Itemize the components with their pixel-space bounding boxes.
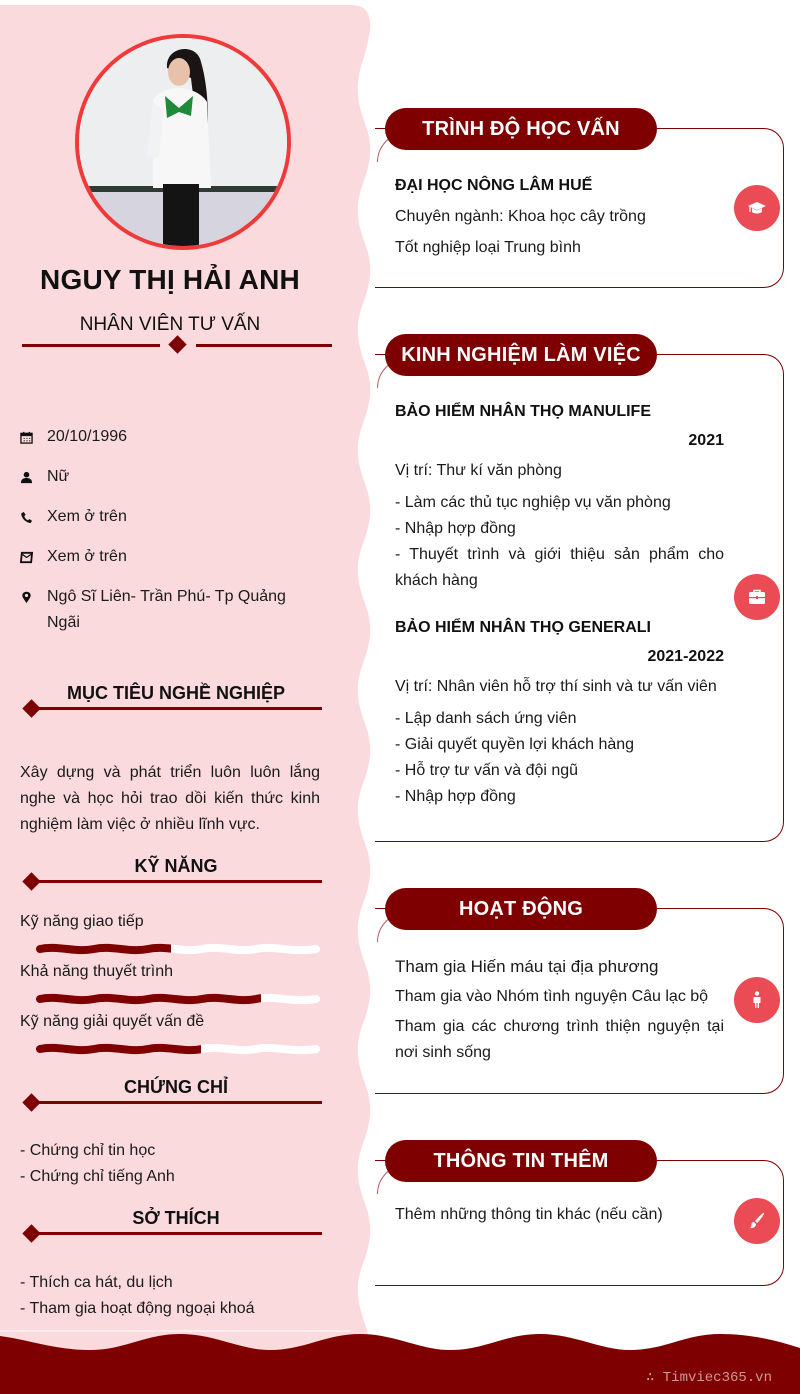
skill-bar-presentation <box>36 993 320 1005</box>
candidate-name: NGUY THỊ HẢI ANH <box>40 264 300 295</box>
skill-label: Khả năng thuyết trình <box>20 963 173 980</box>
additional-text: Thêm những thông tin khác (nếu cần) <box>395 1206 663 1223</box>
person-icon <box>734 977 780 1023</box>
job-entry <box>395 398 724 594</box>
objective-heading: MỤC TIÊU NGHỀ NGHIỆP <box>22 683 322 711</box>
graduation-cap-icon <box>734 185 780 231</box>
experience-section <box>375 334 784 842</box>
education-section <box>375 108 784 288</box>
contact-info <box>20 424 320 650</box>
major: Chuyên ngành: Khoa học cây trồng <box>395 208 646 225</box>
skills-heading: KỸ NĂNG <box>22 856 322 884</box>
briefcase-icon <box>734 574 780 620</box>
contact-value: Xem ở trên <box>47 508 127 525</box>
activity-item: Tham gia các chương trình thiện nguyện tại nơi sinh sống <box>395 1018 724 1061</box>
activity-item: Tham gia Hiến máu tại địa phương <box>395 957 659 976</box>
hobbies-list <box>20 1270 320 1322</box>
avatar <box>75 34 291 250</box>
company-name: BẢO HIỂM NHÂN THỌ MANULIFE <box>395 403 651 420</box>
contact-value: 20/10/1996 <box>47 428 128 445</box>
job-task: - Giải quyết quyền lợi khách hàng <box>395 736 635 753</box>
job-period: 2021 <box>688 432 724 449</box>
name-divider <box>22 336 332 354</box>
company-name: BẢO HIỂM NHÂN THỌ GENERALI <box>395 619 651 636</box>
contact-value: Ngô Sĩ Liên- Trần Phú- Tp Quảng Ngãi <box>47 588 286 631</box>
calendar-icon <box>20 424 47 450</box>
contact-phone <box>20 504 320 530</box>
section-title: HOẠT ĐỘNG <box>385 888 657 930</box>
contact-value: Xem ở trên <box>47 548 127 565</box>
email-icon <box>20 544 47 570</box>
job-task: - Nhập hợp đồng <box>395 520 516 537</box>
grade: Tốt nghiệp loại Trung bình <box>395 239 581 256</box>
list-item: - Thích ca hát, du lịch <box>20 1274 173 1291</box>
contact-email <box>20 544 320 570</box>
list-item: - Chứng chỉ tin học <box>20 1142 156 1159</box>
list-item: - Chứng chỉ tiếng Anh <box>20 1168 175 1185</box>
location-icon <box>20 584 47 610</box>
job-position: Vị trí: Nhân viên hỗ trợ thí sinh và tư vấn viên <box>395 678 717 695</box>
job-task: - Làm các thủ tục nghiệp vụ văn phòng <box>395 494 671 511</box>
objective-text: Xây dựng và phát triển luôn luôn lắng nghe và học hỏi trao dồi kiến thức kinh nghiệm làm việc ở nhiều lĩnh vực. <box>20 764 320 833</box>
certificates-list <box>20 1138 320 1190</box>
skill-bar-problem-solving <box>36 1043 320 1055</box>
section-title: KINH NGHIỆM LÀM VIỆC <box>385 334 657 376</box>
paintbrush-icon <box>734 1198 780 1244</box>
job-entry <box>395 614 724 810</box>
section-title: TRÌNH ĐỘ HỌC VẤN <box>385 108 657 150</box>
profile-photo <box>79 38 287 246</box>
skill-label: Kỹ năng giải quyết vấn đề <box>20 1013 205 1030</box>
contact-gender <box>20 464 320 490</box>
sidebar <box>0 0 360 1394</box>
phone-icon <box>20 504 47 530</box>
certificates-heading: CHỨNG CHỈ <box>22 1077 322 1105</box>
job-period: 2021-2022 <box>647 648 724 665</box>
skill-bar-communication <box>36 943 320 955</box>
user-icon <box>20 464 47 490</box>
activities-section <box>375 888 784 1094</box>
job-task: - Thuyết trình và giới thiệu sản phẩm cho khách hàng <box>395 546 724 589</box>
list-item: - Tham gia hoạt động ngoại khoá <box>20 1300 255 1317</box>
job-task: - Lập danh sách ứng viên <box>395 710 577 727</box>
additional-info-section <box>375 1140 784 1286</box>
activity-item: Tham gia vào Nhóm tình nguyện Câu lạc bộ <box>395 988 709 1005</box>
section-title: THÔNG TIN THÊM <box>385 1140 657 1182</box>
contact-birthdate <box>20 424 320 450</box>
hobbies-heading: SỞ THÍCH <box>22 1208 322 1236</box>
job-position: Vị trí: Thư kí văn phòng <box>395 462 562 479</box>
job-task: - Nhập hợp đồng <box>395 788 516 805</box>
diamond-icon <box>168 335 186 353</box>
contact-value: Nữ <box>47 468 70 485</box>
watermark: ∴ Timviec365.vn <box>645 1370 772 1386</box>
skill-label: Kỹ năng giao tiếp <box>20 913 144 930</box>
job-title: NHÂN VIÊN TƯ VẤN <box>79 314 261 335</box>
contact-address <box>20 584 320 636</box>
school-name: ĐẠI HỌC NÔNG LÂM HUẾ <box>395 177 593 194</box>
job-task: - Hỗ trợ tư vấn và đội ngũ <box>395 762 579 779</box>
